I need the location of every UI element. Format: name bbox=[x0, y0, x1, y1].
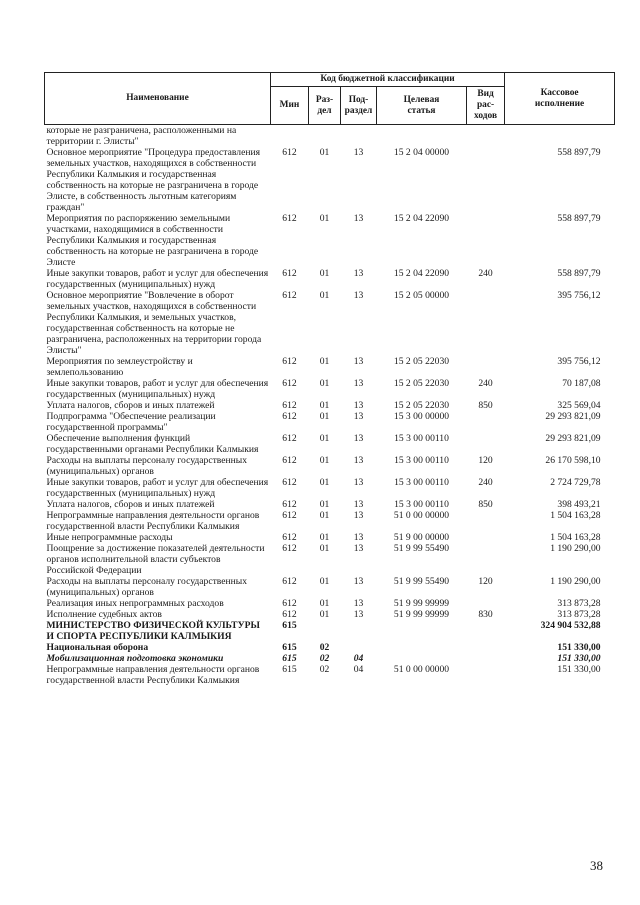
header-podrazdel: Под- раздел bbox=[341, 87, 377, 125]
row-name: Расходы на выплаты персоналу государственных (муниципальных) органов bbox=[46, 455, 248, 477]
row-kassovoe: 151 330,00 bbox=[557, 653, 601, 664]
row-celevaya-statya: 15 3 00 00110 bbox=[394, 477, 449, 488]
header-kbk: Код бюджетной классификации bbox=[271, 73, 505, 87]
row-celevaya-statya bbox=[377, 653, 467, 664]
row-celevaya-statya: 15 2 05 22030 bbox=[393, 356, 450, 367]
row-kassovoe: 2 724 729,78 bbox=[550, 477, 601, 488]
row-podrazdel: 13 bbox=[353, 609, 364, 620]
row-name: Иные закупки товаров, работ и услуг для обеспечения государственных (муниципальных) нужд bbox=[46, 268, 269, 290]
row-min: 615 bbox=[282, 664, 297, 675]
row-kassovoe: 558 897,79 bbox=[557, 268, 601, 279]
row-kassovoe: 1 190 290,00 bbox=[550, 543, 601, 554]
row-min: 612 bbox=[282, 576, 297, 587]
row-min: 615 bbox=[282, 653, 297, 664]
row-podrazdel: 13 bbox=[353, 543, 364, 554]
row-name: Исполнение судебных актов bbox=[46, 609, 162, 620]
row-vid bbox=[467, 532, 505, 543]
row-razdel: 01 bbox=[319, 356, 330, 367]
row-min: 615 bbox=[282, 620, 297, 631]
row-vid bbox=[467, 543, 505, 576]
row-razdel: 01 bbox=[319, 455, 330, 466]
row-vid bbox=[467, 620, 505, 642]
row-celevaya-statya: 15 2 04 22090 bbox=[393, 268, 450, 279]
row-podrazdel: 13 bbox=[353, 356, 364, 367]
row-min: 612 bbox=[282, 268, 297, 279]
row-vid: 850 bbox=[478, 499, 493, 510]
table-row bbox=[45, 356, 615, 378]
row-razdel: 01 bbox=[319, 499, 330, 510]
row-celevaya-statya: 15 2 05 00000 bbox=[393, 290, 450, 301]
row-kassovoe: 151 330,00 bbox=[557, 664, 601, 675]
row-name: Основное мероприятие "Процедура предоставления земельных участков, находящихся в собственности Республики Калмыкия и государственная собственность на которые не разграничена в городе Элисте, в собственность льготным категориям граждан" bbox=[46, 147, 261, 213]
row-kassovoe: 151 330,00 bbox=[557, 642, 601, 653]
row-podrazdel: 13 bbox=[353, 147, 364, 158]
row-min: 612 bbox=[282, 411, 297, 422]
table-row bbox=[45, 433, 615, 455]
header-celevaya-statya: Целевая статья bbox=[377, 87, 467, 125]
table-row bbox=[45, 653, 615, 664]
row-kassovoe: 395 756,12 bbox=[557, 290, 601, 301]
row-razdel bbox=[309, 125, 341, 148]
row-name: Основное мероприятие "Вовлечение в оборот земельных участков, находящихся в собственности Республики Калмыкия, и земельных участков, государственная собственность на которые не разграничена, расположенных на территории города Элисты" bbox=[46, 290, 262, 356]
row-name: Уплата налогов, сборов и иных платежей bbox=[46, 400, 215, 411]
table-row bbox=[45, 290, 615, 356]
row-vid bbox=[467, 653, 505, 664]
row-kassovoe: 313 873,28 bbox=[557, 609, 601, 620]
table-row bbox=[45, 125, 615, 148]
table-row bbox=[45, 455, 615, 477]
table-row bbox=[45, 543, 615, 576]
row-vid bbox=[467, 598, 505, 609]
budget-table bbox=[44, 72, 615, 686]
row-name: Обеспечение выполнения функций государственными органами Республики Калмыкия bbox=[46, 433, 259, 455]
row-vid: 120 bbox=[478, 576, 493, 587]
row-razdel: 01 bbox=[319, 576, 330, 587]
row-min: 612 bbox=[282, 378, 297, 389]
table-row bbox=[45, 510, 615, 532]
table-row bbox=[45, 477, 615, 499]
row-min: 612 bbox=[282, 433, 297, 444]
row-vid bbox=[467, 510, 505, 532]
row-podrazdel: 13 bbox=[353, 411, 364, 422]
row-celevaya-statya: 15 3 00 00110 bbox=[394, 433, 449, 444]
header-razdel: Раз- дел bbox=[309, 87, 341, 125]
row-podrazdel: 04 bbox=[353, 664, 364, 675]
row-min: 612 bbox=[282, 477, 297, 488]
row-vid bbox=[467, 290, 505, 356]
row-name: Непрограммные направления деятельности органов государственной власти Республики Калмыкия bbox=[46, 510, 260, 532]
table-row bbox=[45, 576, 615, 598]
table-row bbox=[45, 609, 615, 620]
row-razdel: 01 bbox=[319, 411, 330, 422]
row-kassovoe bbox=[505, 125, 615, 148]
row-vid bbox=[467, 664, 505, 686]
row-vid bbox=[467, 147, 505, 213]
row-kassovoe: 70 187,08 bbox=[562, 378, 601, 389]
row-kassovoe: 558 897,79 bbox=[557, 213, 601, 224]
row-name: Мобилизационная подготовка экономики bbox=[46, 653, 224, 664]
row-razdel: 01 bbox=[319, 290, 330, 301]
row-name: Непрограммные направления деятельности органов государственной власти Республики Калмыкия bbox=[46, 664, 260, 686]
row-name: МИНИСТЕРСТВО ФИЗИЧЕСКОЙ КУЛЬТУРЫ И СПОРТА РЕСПУБЛИКИ КАЛМЫКИЯ bbox=[46, 620, 260, 642]
row-kassovoe: 398 493,21 bbox=[557, 499, 601, 510]
row-celevaya-statya: 15 2 04 00000 bbox=[393, 147, 450, 158]
budget-table-sheet bbox=[44, 72, 614, 686]
row-podrazdel: 13 bbox=[353, 499, 364, 510]
row-celevaya-statya: 15 2 05 22030 bbox=[393, 378, 450, 389]
row-razdel: 01 bbox=[319, 510, 330, 521]
row-kassovoe: 313 873,28 bbox=[557, 598, 601, 609]
row-min: 612 bbox=[282, 400, 297, 411]
row-razdel: 02 bbox=[319, 664, 330, 675]
row-podrazdel: 13 bbox=[353, 455, 364, 466]
row-vid: 830 bbox=[478, 609, 493, 620]
row-name: Мероприятия по землеустройству и землепользованию bbox=[46, 356, 193, 378]
row-vid: 120 bbox=[478, 455, 493, 466]
row-vid bbox=[467, 433, 505, 455]
row-kassovoe: 1 504 163,28 bbox=[550, 510, 601, 521]
row-celevaya-statya: 51 0 00 00000 bbox=[393, 510, 450, 521]
row-min: 612 bbox=[282, 510, 297, 521]
row-razdel: 01 bbox=[319, 598, 330, 609]
row-name: Иные закупки товаров, работ и услуг для обеспечения государственных (муниципальных) нужд bbox=[46, 378, 269, 400]
row-vid bbox=[467, 642, 505, 653]
row-vid bbox=[467, 411, 505, 433]
row-podrazdel: 13 bbox=[353, 290, 364, 301]
row-vid: 240 bbox=[478, 477, 493, 488]
row-podrazdel: 13 bbox=[353, 433, 364, 444]
table-row bbox=[45, 400, 615, 411]
row-podrazdel bbox=[341, 620, 377, 642]
table-row bbox=[45, 532, 615, 543]
table-row bbox=[45, 642, 615, 653]
row-name: Уплата налогов, сборов и иных платежей bbox=[46, 499, 215, 510]
row-razdel: 01 bbox=[319, 433, 330, 444]
table-row bbox=[45, 213, 615, 268]
row-min: 612 bbox=[282, 455, 297, 466]
table-row bbox=[45, 411, 615, 433]
header-name: Наименование bbox=[45, 73, 271, 125]
row-vid bbox=[467, 356, 505, 378]
row-name: Иные непрограммные расходы bbox=[46, 532, 173, 543]
row-podrazdel: 13 bbox=[353, 268, 364, 279]
row-celevaya-statya bbox=[377, 125, 467, 148]
row-podrazdel bbox=[341, 125, 377, 148]
row-min: 615 bbox=[282, 642, 297, 653]
row-min: 612 bbox=[282, 499, 297, 510]
row-celevaya-statya bbox=[377, 620, 467, 642]
row-name: которые не разграничена, расположенными на территории г. Элисты" bbox=[46, 125, 237, 147]
row-min: 612 bbox=[282, 532, 297, 543]
row-razdel: 01 bbox=[319, 609, 330, 620]
row-podrazdel: 13 bbox=[353, 477, 364, 488]
row-podrazdel: 13 bbox=[353, 532, 364, 543]
row-vid bbox=[467, 125, 505, 148]
row-razdel: 01 bbox=[319, 378, 330, 389]
row-name: Иные закупки товаров, работ и услуг для обеспечения государственных (муниципальных) нужд bbox=[46, 477, 269, 499]
row-podrazdel: 04 bbox=[353, 653, 364, 664]
row-razdel: 02 bbox=[319, 642, 330, 653]
row-razdel: 01 bbox=[319, 268, 330, 279]
row-vid: 850 bbox=[478, 400, 493, 411]
row-kassovoe: 1 190 290,00 bbox=[550, 576, 601, 587]
row-celevaya-statya: 51 9 99 99999 bbox=[393, 609, 450, 620]
row-name: Мероприятия по распоряжению земельными участками, находящимися в собственности Республики Калмыкия и государственная собственность на которые не разграничена в городе Элисте bbox=[46, 213, 259, 268]
page-number: 38 bbox=[590, 858, 603, 873]
row-min: 612 bbox=[282, 213, 297, 224]
row-celevaya-statya: 15 3 00 00110 bbox=[394, 455, 449, 466]
row-celevaya-statya: 15 2 04 22090 bbox=[393, 213, 450, 224]
row-celevaya-statya: 51 0 00 00000 bbox=[393, 664, 450, 675]
row-celevaya-statya: 51 9 00 00000 bbox=[393, 532, 450, 543]
row-name: Национальная оборона bbox=[46, 642, 149, 653]
row-razdel: 02 bbox=[319, 653, 330, 664]
row-razdel: 01 bbox=[319, 213, 330, 224]
table-body bbox=[45, 125, 615, 687]
table-row bbox=[45, 499, 615, 510]
table-row bbox=[45, 268, 615, 290]
row-kassovoe: 29 293 821,09 bbox=[545, 411, 601, 422]
row-podrazdel: 13 bbox=[353, 378, 364, 389]
row-vid: 240 bbox=[478, 378, 493, 389]
row-razdel: 01 bbox=[319, 477, 330, 488]
row-kassovoe: 325 569,04 bbox=[557, 400, 601, 411]
row-min: 612 bbox=[282, 598, 297, 609]
table-row bbox=[45, 378, 615, 400]
table-row bbox=[45, 620, 615, 642]
row-podrazdel: 13 bbox=[353, 598, 364, 609]
row-min: 612 bbox=[282, 543, 297, 554]
table-row bbox=[45, 598, 615, 609]
row-celevaya-statya: 15 3 00 00000 bbox=[393, 411, 450, 422]
row-kassovoe: 395 756,12 bbox=[557, 356, 601, 367]
row-min: 612 bbox=[282, 609, 297, 620]
row-celevaya-statya: 15 2 05 22030 bbox=[393, 400, 450, 411]
row-name: Подпрограмма "Обеспечение реализации государственной программы" bbox=[46, 411, 216, 433]
header-kassovoe: Кассовое исполнение bbox=[505, 73, 615, 125]
row-name: Реализация иных непрограммных расходов bbox=[46, 598, 224, 609]
row-celevaya-statya bbox=[377, 642, 467, 653]
row-podrazdel bbox=[341, 642, 377, 653]
row-kassovoe: 558 897,79 bbox=[557, 147, 601, 158]
row-razdel: 01 bbox=[319, 532, 330, 543]
row-razdel bbox=[309, 620, 341, 642]
row-min: 612 bbox=[282, 356, 297, 367]
row-min: 612 bbox=[282, 290, 297, 301]
row-razdel: 01 bbox=[319, 147, 330, 158]
row-kassovoe: 324 904 532,88 bbox=[540, 620, 601, 631]
row-min bbox=[271, 125, 309, 148]
row-kassovoe: 29 293 821,09 bbox=[545, 433, 601, 444]
header-vid-rashodov: Вид рас- ходов bbox=[467, 87, 505, 125]
row-celevaya-statya: 51 9 99 55490 bbox=[393, 543, 450, 554]
row-vid: 240 bbox=[478, 268, 493, 279]
row-min: 612 bbox=[282, 147, 297, 158]
header-min: Мин bbox=[271, 87, 309, 125]
table-row bbox=[45, 664, 615, 686]
row-name: Расходы на выплаты персоналу государственных (муниципальных) органов bbox=[46, 576, 248, 598]
table-row bbox=[45, 147, 615, 213]
row-podrazdel: 13 bbox=[353, 213, 364, 224]
row-celevaya-statya: 51 9 99 55490 bbox=[393, 576, 450, 587]
row-celevaya-statya: 51 9 99 99999 bbox=[393, 598, 450, 609]
row-podrazdel: 13 bbox=[353, 510, 364, 521]
row-name: Поощрение за достижение показателей деятельности органов исполнительной власти субъектов Российской Федерации bbox=[46, 543, 265, 576]
row-podrazdel: 13 bbox=[353, 400, 364, 411]
row-kassovoe: 26 170 598,10 bbox=[545, 455, 601, 466]
row-celevaya-statya: 15 3 00 00110 bbox=[394, 499, 449, 510]
row-razdel: 01 bbox=[319, 400, 330, 411]
row-podrazdel: 13 bbox=[353, 576, 364, 587]
row-razdel: 01 bbox=[319, 543, 330, 554]
row-vid bbox=[467, 213, 505, 268]
row-kassovoe: 1 504 163,28 bbox=[550, 532, 601, 543]
